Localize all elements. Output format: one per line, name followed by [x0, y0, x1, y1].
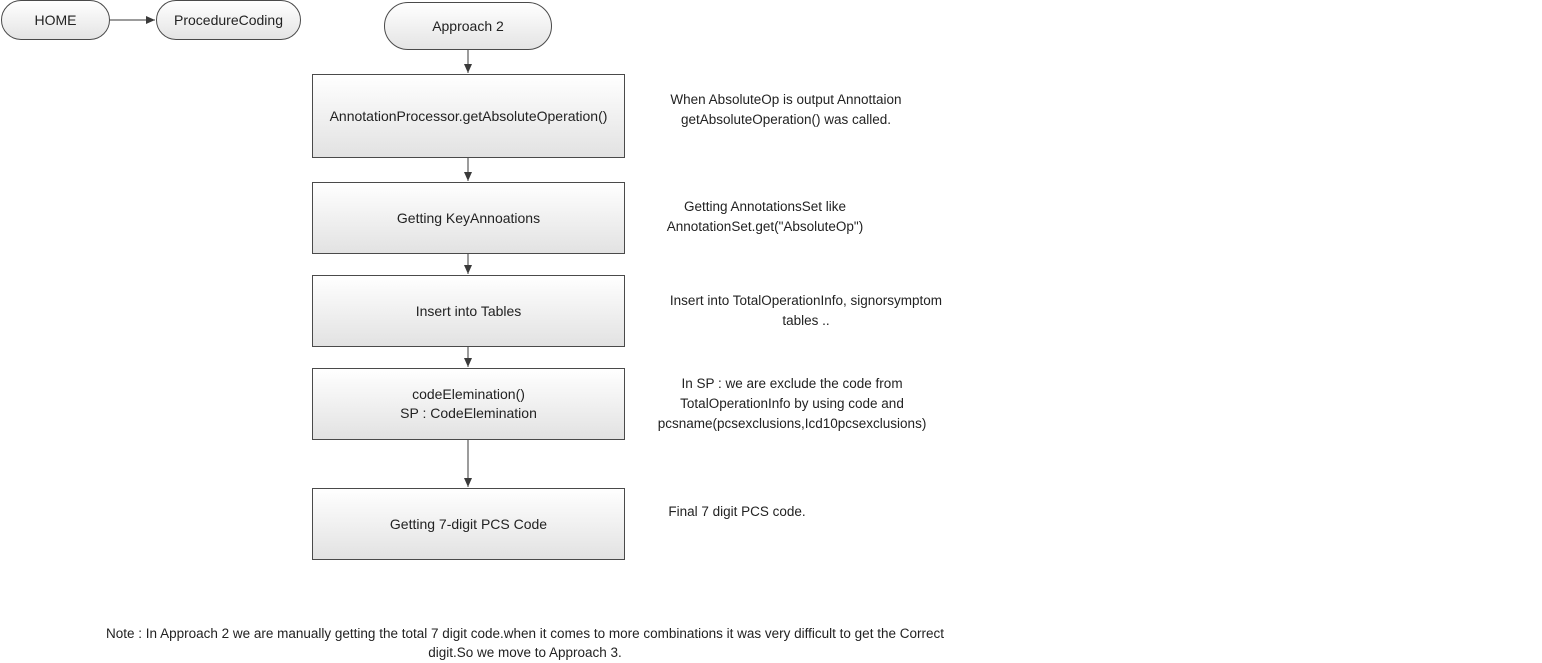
step-label: Insert into Tables	[415, 302, 522, 319]
step-code-elimination	[312, 368, 625, 440]
step-label: codeElemination()	[412, 386, 525, 402]
step-label-sp: SP : CodeElemination	[400, 405, 537, 421]
note-line: Insert into TotalOperationInfo, signorsymptom	[669, 293, 943, 308]
note-code-elimination	[637, 374, 947, 434]
note-line: pcsname(pcsexclusions,Icd10pcsexclusions)	[657, 416, 927, 431]
start-node-label: Approach 2	[432, 18, 504, 34]
step-getting-pcs-code	[312, 488, 625, 560]
note-insert-into-tables	[646, 291, 966, 331]
note-getting-pcs-code	[637, 502, 837, 522]
note-line: AnnotationSet.get("AbsoluteOp")	[666, 219, 864, 234]
note-line: tables ..	[782, 313, 830, 328]
step-label: Getting KeyAnnoations	[396, 209, 541, 226]
step-label: AnnotationProcessor.getAbsoluteOperation()	[329, 107, 608, 124]
step-label: Getting 7-digit PCS Code	[389, 515, 548, 532]
procedure-coding-node[interactable]	[156, 0, 301, 40]
footer-note-line-1: Note : In Approach 2 we are manually getting the total 7 digit code.when it comes to more combinations it was very difficult to get the Correct	[106, 626, 944, 641]
note-line: Final 7 digit PCS code.	[668, 504, 806, 519]
note-line: getAbsoluteOperation() was called.	[680, 112, 892, 127]
footer-note-line-2: digit.So we move to Approach 3.	[428, 645, 622, 660]
note-line: Getting AnnotationsSet like	[683, 199, 847, 214]
procedure-coding-node-label: ProcedureCoding	[174, 12, 283, 28]
step-insert-into-tables	[312, 275, 625, 347]
note-line: In SP : we are exclude the code from	[681, 376, 903, 391]
step-getting-key-annotations	[312, 182, 625, 254]
step-get-absolute-operation	[312, 74, 625, 158]
note-getting-key-annotations	[615, 197, 915, 237]
start-node	[384, 2, 552, 50]
footer-note	[30, 624, 1020, 662]
note-line: When AbsoluteOp is output Annottaion	[670, 92, 902, 107]
home-node[interactable]	[1, 0, 110, 40]
note-get-absolute-operation	[636, 90, 936, 130]
note-line: TotalOperationInfo by using code and	[680, 396, 904, 411]
home-node-label: HOME	[34, 12, 77, 28]
